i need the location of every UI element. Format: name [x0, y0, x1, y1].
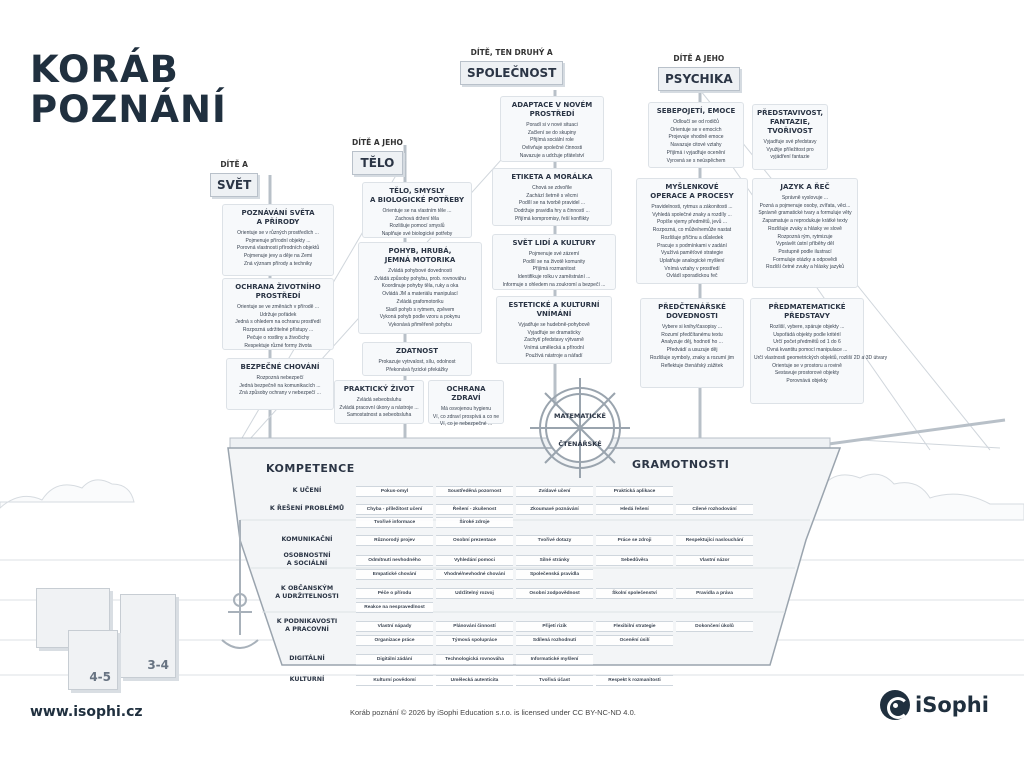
title-line-2: POZNÁNÍ: [30, 88, 227, 131]
sail-item: Rozpozná nebezpečí: [256, 375, 304, 381]
sail-item: Vyhledá společné znaky a rozdíly ...: [652, 211, 732, 218]
sail-item: Správně gramatické tvary a formuluje věty: [758, 210, 852, 217]
hull-heading-gramotnosti: GRAMOTNOSTI: [632, 458, 730, 471]
sail-myslenkove: [636, 178, 748, 284]
sail-title: POHYB, HRUBÁ, JEMNÁ MOTORIKA: [384, 247, 456, 264]
competence-cell: Osobní zodpovědnost: [516, 588, 593, 599]
sail-item: Udržuje pořádek: [259, 311, 297, 318]
sail-item: Ovlivňuje společné činnosti: [521, 145, 583, 152]
competence-label: OSOBNOSTNÍ A SOCIÁLNÍ: [283, 552, 331, 567]
sail-item: Přijímá i vyjadřuje ocenění: [666, 149, 726, 156]
sail-item: Předvádí a usuzuje děj: [666, 347, 718, 354]
sail-item: Ví, co zdraví prospívá a co ne: [432, 413, 500, 420]
sail-title: ESTETICKÉ A KULTURNÍ VNÍMÁNÍ: [508, 301, 600, 318]
sail-title: POZNÁVÁNÍ SVĚTA A PŘÍRODY: [241, 209, 315, 226]
competence-cell: Zkoumavé poznávání: [516, 504, 593, 515]
sail-item: Zvládá grafomotoriku: [396, 298, 444, 305]
flag-svet: [210, 160, 258, 197]
sail-item: Přijímá rozmanitost: [532, 266, 576, 273]
sail-item: Vyjadřuje se dramaticky: [527, 329, 581, 336]
competence-cell: Tvořivé informace: [356, 517, 433, 528]
sail-item: Formuluje otázky a odpovědi: [773, 256, 837, 263]
sail-item: Vnímá umělecká a přírodní: [523, 345, 585, 352]
sail-item: Reflektuje čtenářský zážitek: [661, 362, 723, 369]
competence-cell: Umělecká autenticita: [436, 675, 513, 686]
sail-item: Přijímá kompromisy, řeší konflikty: [514, 215, 590, 222]
sail-item: Analyzuje děj, hodnotí ho ...: [661, 339, 723, 346]
competence-label: K PODNIKAVOSTI A PRACOVNÍ: [276, 618, 338, 633]
sail-item: Orientuje se na vlastním těle ...: [382, 208, 452, 214]
competence-row: [258, 568, 778, 580]
competence-cell: Vlastní názor: [676, 555, 753, 566]
competence-cell: Tvořivé dotazy: [516, 535, 593, 546]
sail-item: Samostatnost a sebeobsluha: [346, 412, 412, 419]
sail-item: Rozlišuje příčinu a důsledek: [660, 234, 724, 241]
sail-item: Určí vlastnosti geometrických objektů, rozliší 2D a 3D útvary: [754, 354, 888, 361]
sail-item: Dodržuje pravidla hry a činností ...: [514, 208, 590, 215]
sail-item: Projevuje vhodně emoce: [668, 134, 724, 141]
sail-item: Rozliší, vybere, spáruje objekty ...: [769, 324, 845, 330]
competence-label: K UČENÍ: [292, 487, 322, 494]
poster-title: [30, 50, 227, 130]
competence-cell: Vlastní nápady: [356, 621, 433, 632]
sail-sebepojeti: [648, 102, 744, 168]
sail-item: Ovná kvantitu pomocí manipulace ...: [766, 347, 848, 354]
sail-item: Orientuje se ve změnách v přírodě ...: [237, 304, 319, 310]
competence-cell: Pokus-omyl: [356, 486, 433, 497]
sail-title: OCHRANA ZDRAVÍ: [446, 385, 486, 402]
competence-row: [258, 516, 778, 528]
sail-title: ADAPTACE V NOVÉM PROSTŘEDÍ: [511, 101, 593, 118]
competence-cell: Pravidla a práva: [676, 588, 753, 599]
sail-item: Rozlišuje zvuky a hlásky ve slově: [768, 225, 842, 232]
sail-item: Postupně podle ilustrací: [778, 248, 832, 255]
competence-row: [258, 484, 778, 498]
competence-cell: Dokončení úkolů: [676, 621, 753, 632]
competence-cell: Péče o přírodu: [356, 588, 433, 599]
sail-item: Pravidelnosti, rytmus a zákonitosti ...: [651, 204, 733, 210]
sail-pohyb: [358, 242, 482, 334]
sail-item: Pojmenuje přírodní objekty ...: [245, 237, 311, 244]
competence-cell: Respektující naslouchání: [676, 535, 753, 546]
sail-item: Využije příležitost pro: [766, 146, 814, 153]
sail-item: Porovná vlastnosti přírodních objektů: [236, 245, 320, 252]
sail-item: Rozpozná rým, rytmizuje: [777, 233, 833, 240]
sail-item: Identifikuje rolku v zaměstnání ...: [517, 274, 591, 281]
sail-item: Správně vyslovuje ...: [781, 195, 829, 201]
product-box-right: [120, 594, 176, 678]
sail-item: Podílí se na tvorbě pravidel ...: [518, 200, 586, 207]
competence-cell: Týmová spolupráce: [436, 635, 513, 646]
sail-item: Určí počet předmětů od 1 do 6: [773, 339, 841, 346]
sail-item: Orientuje se v emocích: [670, 126, 722, 133]
sail-title: TĚLO, SMYSLY A BIOLOGICKÉ POTŘEBY: [369, 187, 465, 204]
brand-logo: [880, 690, 989, 720]
sail-item: Uplatňuje analogické myšlení: [659, 257, 725, 264]
competence-cell: Kulturní povědomí: [356, 675, 433, 686]
sail-jazyk: [752, 178, 858, 288]
competence-row: [258, 552, 778, 568]
sail-title: ZDATNOST: [395, 347, 439, 355]
product-box-label: 4-5: [89, 670, 111, 684]
flag-spolecnost-name: SPOLEČNOST: [460, 61, 563, 85]
flag-telo: [352, 138, 403, 175]
sail-item: Orientuje se v prostoru a rovině: [772, 362, 842, 369]
sail-item: Přijímá sociální role: [530, 137, 574, 144]
sail-ochrana-zdravi: [428, 380, 504, 428]
competence-row: [258, 502, 778, 516]
sail-item: Rozliší četné zvuky a hlásky jazyků: [765, 264, 845, 271]
sail-prakticky-zivot: [334, 380, 424, 424]
product-box-label: 3-4: [147, 658, 169, 672]
competence-cell: Hledá řešení: [596, 504, 673, 515]
competence-label: KULTURNÍ: [289, 676, 325, 683]
sail-item: Popíše vjemy předmětů, jevů ...: [656, 219, 728, 226]
sail-item: Prokazuje vytrvalost, sílu, odolnost: [378, 359, 456, 365]
sail-item: Zvládá sebeobsluhu: [356, 397, 402, 403]
competence-cell: Přijetí rizik: [516, 621, 593, 632]
sail-item: Sestavuje prostorové objekty: [774, 370, 840, 377]
flag-psychika: [658, 54, 740, 91]
competence-label: K ŘEŠENÍ PROBLÉMŮ: [269, 505, 345, 512]
competence-cell: Technologická rovnováha: [436, 654, 513, 665]
competence-label: K OBČANSKÝM A UDRŽITELNOSTI: [275, 585, 339, 600]
sail-item: Pracuje s podmínkami v zadání: [657, 242, 727, 249]
flag-svet-name: SVĚT: [210, 173, 258, 197]
sail-title: OCHRANA ŽIVOTNÍHO PROSTŘEDÍ: [235, 283, 321, 300]
sail-item: Podílí se na životě komunity: [522, 258, 586, 265]
sail-item: Vyprávět ústní příběhy děl: [776, 241, 834, 248]
competence-cell: Zvídavé učení: [516, 486, 593, 497]
sail-item: Vybere si knihy/časopisy ...: [661, 324, 723, 330]
sail-item: Navazuje a udržuje přátelství: [519, 152, 585, 159]
sail-item: Zachází šetrně s věcmi: [526, 192, 578, 199]
competence-cell: Tvořivá účast: [516, 675, 593, 686]
competence-label: KOMUNIKAČNÍ: [281, 536, 333, 543]
competence-row: [258, 618, 778, 634]
competence-row: [258, 533, 778, 547]
competence-cell: Cílené rozhodování: [676, 504, 753, 515]
sail-title: PŘEDMATEMATICKÉ PŘEDSTAVY: [768, 303, 846, 320]
sail-item: Pojmenuje své zázemí: [528, 251, 580, 257]
competence-grid: [258, 484, 778, 687]
sail-item: Zapamatuje a reprodukuje krátké texty: [762, 218, 848, 225]
competence-cell: Silné stránky: [516, 555, 593, 566]
competence-cell: Sdílená rozhodnutí: [516, 635, 593, 646]
competence-cell: Sebedůvěra: [596, 555, 673, 566]
sail-item: Zachytí představy výtvarně: [524, 337, 584, 344]
flag-psychika-sup: DÍTĚ A JEHO: [673, 54, 725, 63]
sail-item: Poradí si v nové situaci: [526, 122, 578, 128]
sail-item: Naplňuje své biologické potřeby: [381, 231, 453, 238]
isophi-logo-icon: [880, 690, 910, 720]
flag-telo-name: TĚLO: [352, 151, 403, 175]
sail-item: Rozlišuje symboly, znaky a rozumí jim: [649, 354, 735, 361]
competence-cell: Empatické chování: [356, 569, 433, 580]
flag-svet-sup: DÍTĚ A: [220, 160, 248, 169]
brand-name: iSophi: [915, 693, 989, 717]
sail-item: Používá nástroje a nářadí: [525, 352, 583, 359]
sail-item: Překonává fyzické překážky: [386, 366, 448, 373]
sail-item: Má osvojenou hygienu: [440, 406, 492, 412]
sail-adaptace: [500, 96, 604, 162]
competence-cell: Organizace práce: [356, 635, 433, 646]
sail-item: Zná způsoby ochrany v nebezpečí ...: [239, 390, 321, 397]
sail-svet-lidi: [492, 234, 616, 290]
sail-item: Zvládá pracovní úkony a nástroje ...: [339, 404, 419, 411]
sail-title: BEZPEČNÉ CHOVÁNÍ: [240, 363, 320, 371]
sail-bezpecne-chovani: [226, 358, 334, 410]
competence-cell: Respekt k rozmanitosti: [596, 675, 673, 686]
competence-row: [258, 652, 778, 666]
sail-item: vyjádření fantazie: [770, 154, 810, 161]
product-box-front: [68, 630, 118, 690]
sail-item: Vykoná pohyb podle vzoru a pokynu: [379, 314, 461, 321]
competence-cell: Digitální zádání: [356, 654, 433, 665]
sail-item: Vyrovná se s neúspěchem: [666, 157, 726, 164]
competence-cell: Řešení - zkušenost: [436, 504, 513, 515]
flag-telo-sup: DÍTĚ A JEHO: [352, 138, 403, 147]
sail-telo-smysly: [362, 182, 472, 238]
competence-cell: Školní společenství: [596, 588, 673, 599]
sail-title: PRAKTICKÝ ŽIVOT: [343, 385, 415, 393]
sail-title: SVĚT LIDÍ A KULTURY: [512, 239, 596, 247]
sail-item: Odloučí se od rodičů: [673, 119, 719, 125]
competence-cell: Práce se zdroji: [596, 535, 673, 546]
sail-item: Porovnává objekty: [786, 377, 828, 384]
sail-item: Zachová držení těla: [395, 215, 439, 222]
competence-cell: Ocenění úsilí: [596, 635, 673, 646]
sail-item: Ví, co je nebezpečné ...: [439, 421, 493, 428]
sail-item: Jedná bezpečně na komunikacích ...: [239, 382, 321, 389]
sail-predstavivost: [752, 104, 828, 170]
competence-cell: Společenská pravidla: [516, 569, 593, 580]
wheel-label-top: MATEMATICKÉ: [554, 412, 606, 420]
sail-item: Vykonává přiměřeně pohybu: [388, 321, 452, 328]
sail-predctenarske: [640, 298, 744, 388]
sail-item: Rozpozná udržitelné přístupy ...: [242, 327, 314, 334]
sail-item: Respektuje různé formy života: [244, 342, 312, 349]
sail-item: Sladí pohyb s rytmem, zpěvem: [385, 306, 455, 313]
sail-item: Využívá paměťové strategie: [661, 250, 723, 257]
sail-item: Zvládá pohybové dovednosti: [388, 268, 452, 274]
flag-psychika-name: PSYCHIKA: [658, 67, 740, 91]
competence-cell: Různorodý projev: [356, 535, 433, 546]
sail-title: ETIKETA A MORÁLKA: [511, 173, 593, 181]
competence-cell: Praktická aplikace: [596, 486, 673, 497]
competence-label: DIGITÁLNÍ: [289, 655, 325, 662]
sail-item: Ovládí sporadickou řeč: [666, 273, 718, 280]
competence-cell: Vyhledání pomoci: [436, 555, 513, 566]
sail-zdatnost: [362, 342, 472, 376]
sail-ochrana-prostredi: [222, 278, 334, 350]
competence-cell: Plánování činností: [436, 621, 513, 632]
competence-cell: Vhodné/nevhodné chování: [436, 569, 513, 580]
competence-cell: Flexibilní strategie: [596, 621, 673, 632]
sail-item: Informuje s ohledem na zoukromí a bezpečí ...: [502, 281, 606, 288]
sail-item: Zvládá způsoby pohybu, prob. rovnováhu: [374, 275, 466, 282]
sail-item: Rozlišuje pomocí smyslů: [389, 223, 445, 230]
sail-item: Vyjadřuje své představy: [763, 139, 817, 145]
sail-item: Vnímá vztahy v prostředí: [664, 265, 720, 272]
sail-item: Jedná s ohledem na ochranu prostředí: [235, 319, 321, 326]
competence-cell: Soustředěná pozornost: [436, 486, 513, 497]
sail-item: Pečuje o rostliny a živočichy: [246, 334, 310, 341]
competence-row: [258, 634, 778, 646]
sail-title: SEBEPOJETÍ, EMOCE: [656, 107, 736, 115]
sail-poznavani-sveta: [222, 204, 334, 276]
sail-title: MYŠLENKOVÉ OPERACE A PROCESY: [650, 183, 734, 200]
competence-cell: Reakce na nespravedlnost: [356, 602, 433, 613]
sail-predmatematicke: [750, 298, 888, 404]
competence-cell: Odmítnutí nevhodného: [356, 555, 433, 566]
competence-row: [258, 585, 778, 601]
competence-cell: Chyba - příležitost učení: [356, 504, 433, 515]
sail-item: Uspořádá objekty podle kritérií: [773, 331, 841, 338]
sail-title: PŘEDSTAVIVOST, FANTAZIE, TVOŘIVOST: [756, 109, 824, 135]
competence-cell: Informatické myšlení: [516, 654, 593, 665]
competence-cell: Široké zdroje: [436, 517, 513, 528]
sail-item: Navazuje citové vztahy: [670, 142, 722, 149]
sail-item: Chová se zdvořile: [532, 185, 572, 191]
hull-heading-kompetence: KOMPETENCE: [266, 462, 355, 475]
competence-row: [258, 673, 778, 687]
flag-spolecnost-sup: DÍTĚ, TEN DRUHÝ A: [470, 48, 553, 57]
competence-cell: Udržitelný rozvoj: [436, 588, 513, 599]
competence-cell: Osobní prezentace: [436, 535, 513, 546]
sail-item: Pozná a pojmenuje osoby, zvířata, věci...: [759, 202, 851, 209]
sail-item: Rozpozná, co může/nemůže nastat: [652, 227, 732, 234]
sail-item: Rozumí předčítanému textu: [661, 331, 723, 338]
sail-item: Koordinuje pohyby těla, ruky a oka: [381, 283, 459, 290]
sail-title: PŘEDČTENÁŘSKÉ DOVEDNOSTI: [658, 303, 726, 320]
flag-spolecnost: [460, 48, 563, 85]
title-line-1: KORÁB: [30, 48, 179, 91]
website-link[interactable]: www.isophi.cz: [30, 704, 143, 720]
sail-title: JAZYK A ŘEČ: [780, 183, 830, 191]
sail-item: Ovládá JM a materiálu manipulací: [382, 291, 458, 298]
sail-item: Zná význam přírody a techniky: [243, 260, 313, 267]
sail-item: Vyjadřuje se hudebně-pohybově: [518, 322, 590, 328]
sail-item: Orientuje se v různých prostředích ...: [237, 230, 319, 236]
license-text: Koráb poznání © 2026 by iSophi Education s.r.o. is licensed under CC BY-NC-ND 4.0.: [350, 708, 636, 717]
sail-esteticke: [496, 296, 612, 364]
sail-etiketa: [492, 168, 612, 226]
wheel-label-bottom: ČTENÁŘSKÉ: [558, 440, 602, 448]
sail-item: Pojmenuje jevy a děje na Zemi: [243, 253, 313, 260]
competence-row: [258, 601, 778, 613]
sail-item: Začlení se do skupiny: [527, 129, 577, 136]
